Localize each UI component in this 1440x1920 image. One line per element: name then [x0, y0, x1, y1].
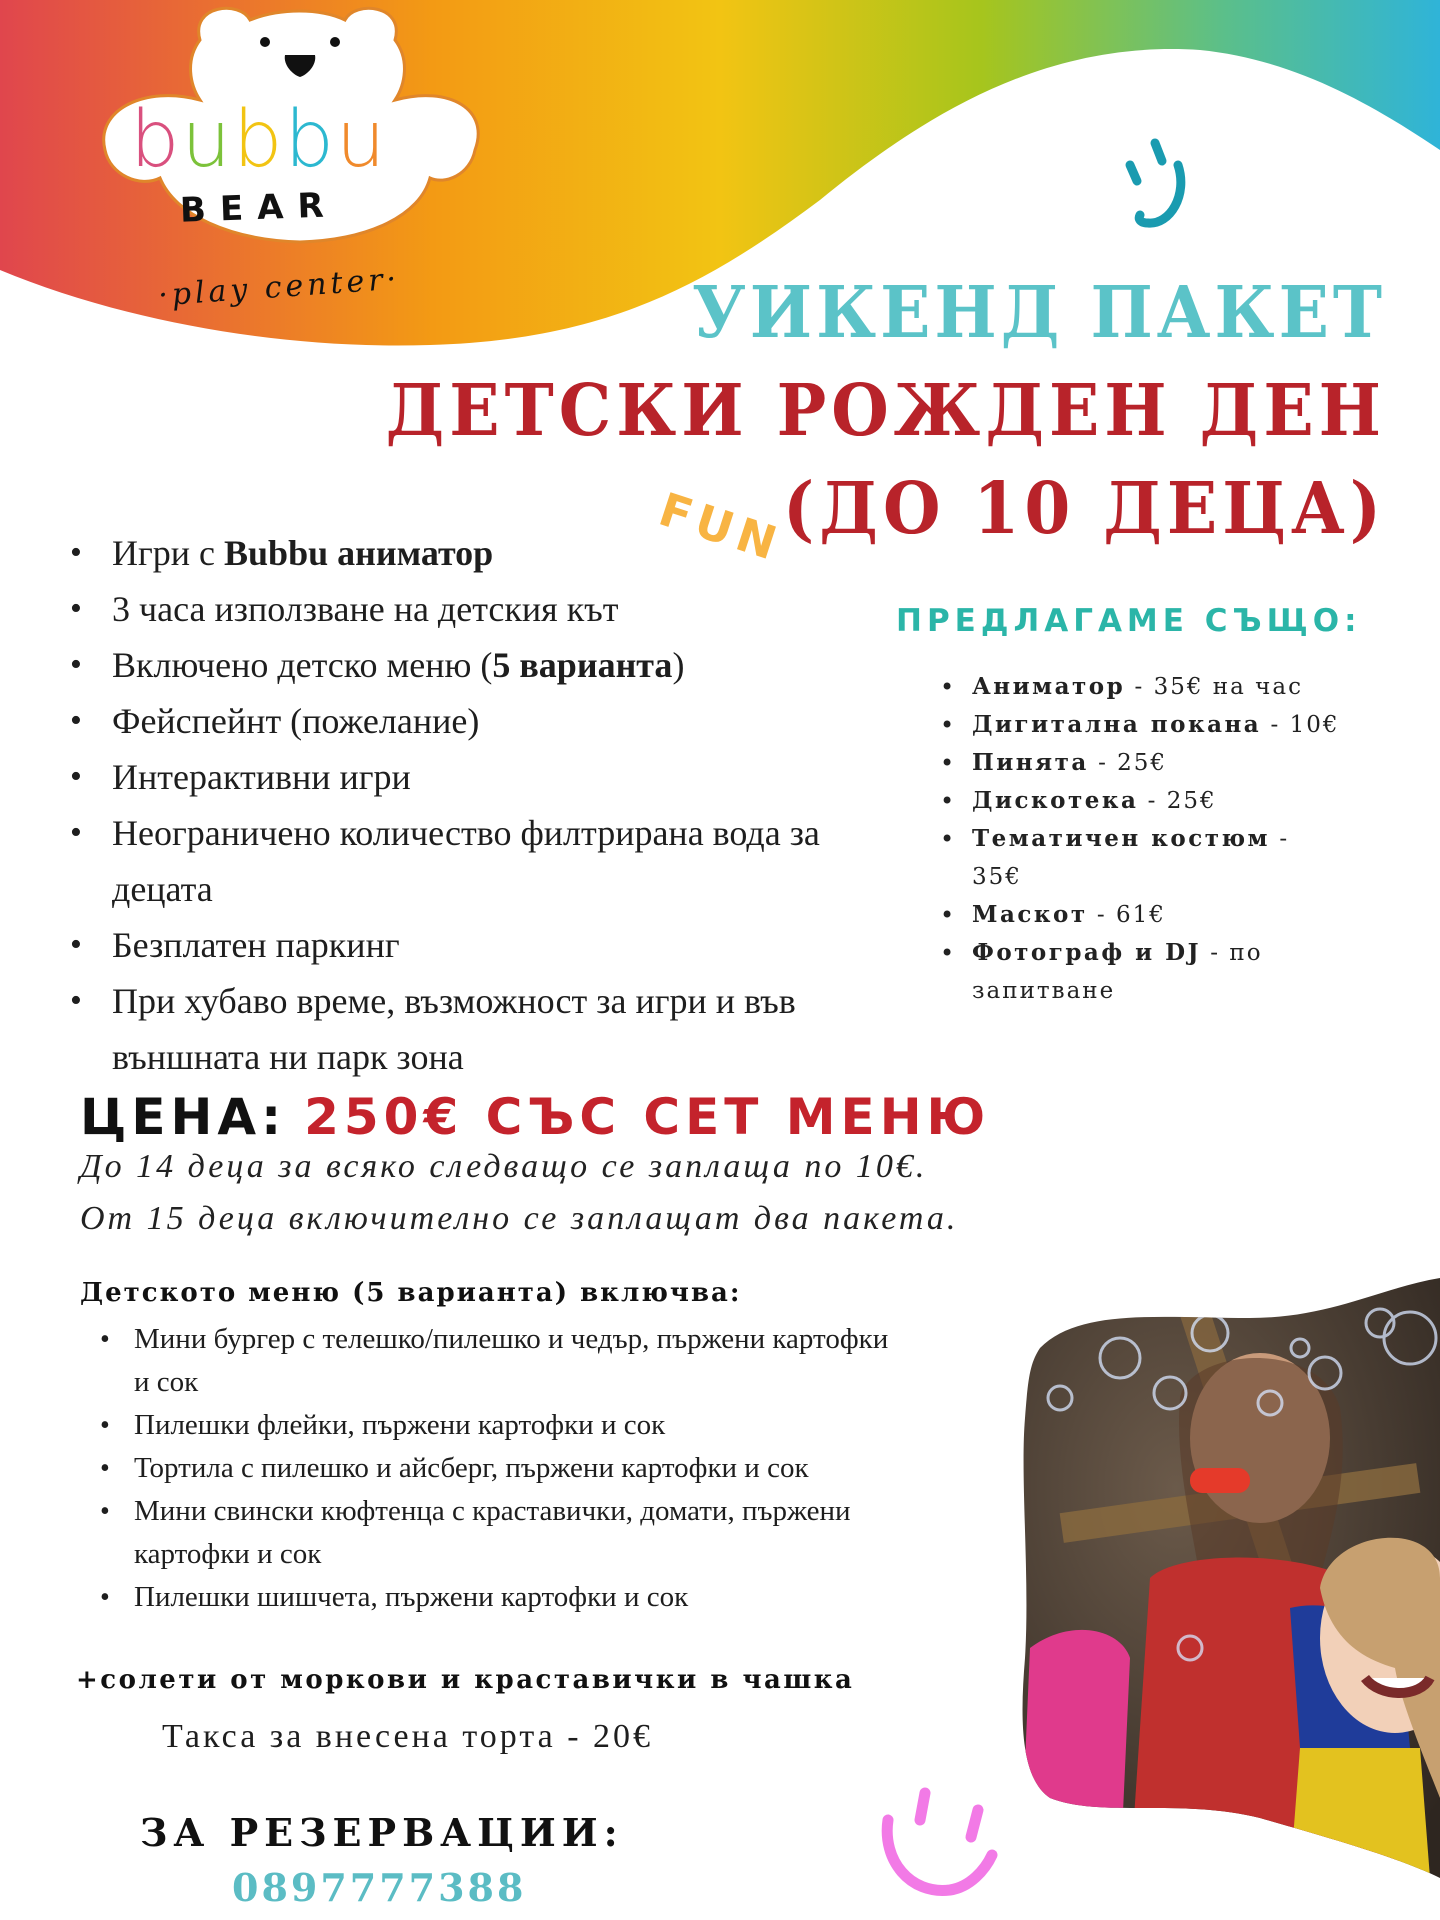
price-note-two-packages: От 15 деца включително се заплащат два пакета.: [80, 1200, 959, 1237]
extra-item: • Фотограф и DJ - по запитване: [940, 934, 1340, 1010]
logo-subtitle: ·play center·: [157, 261, 402, 314]
feature-item: • 3 часа използване на детския кът: [70, 581, 870, 637]
feature-item: • Интерактивни игри: [70, 749, 870, 805]
package-title: УИКЕНД ПАКЕТ: [692, 270, 1386, 355]
price-note-extra-kids: До 14 деца за всяко следващо се заплаща по 10€.: [80, 1148, 928, 1185]
extra-item: • Тематичен костюм - 35€: [940, 820, 1340, 896]
price-heading: [80, 1088, 990, 1146]
package-features-list: [70, 525, 870, 1085]
smiley-icon: [870, 1775, 1000, 1905]
smiley-icon: [1110, 135, 1220, 235]
extra-item: • Пинята - 25€: [940, 744, 1340, 782]
menu-item: • Пилешки шишчета, пържени картофки и сок: [100, 1576, 900, 1619]
extra-item: • Дискотека - 25€: [940, 782, 1340, 820]
price-value: 250€ СЪС СЕТ МЕНЮ: [304, 1088, 991, 1146]
extra-item: • Маскот - 61€: [940, 896, 1340, 934]
reservations-phone[interactable]: 0897777388: [232, 1865, 527, 1910]
menu-item: • Мини бургер с телешко/пилешко и чедър, пържени картофки и сок: [100, 1318, 900, 1404]
kids-menu-list: [100, 1318, 900, 1619]
price-label: ЦЕНА:: [80, 1088, 287, 1146]
feature-item: • Фейспейнт (пожелание): [70, 693, 870, 749]
menu-item: • Пилешки флейки, пържени картофки и сок: [100, 1404, 900, 1447]
feature-item: • Игри с Bubbu аниматор: [70, 525, 870, 581]
menu-extra-note: +солети от моркови и краставички в чашка: [76, 1665, 855, 1695]
menu-item: • Тортила с пилешко и айсберг, пържени картофки и сок: [100, 1447, 900, 1490]
extra-item: • Дигитална покана - 10€: [940, 706, 1340, 744]
cake-fee: Такса за внесена торта - 20€: [162, 1718, 654, 1755]
feature-item: • Неограничено количество филтрирана вода за децата: [70, 805, 850, 917]
feature-item: • Включено детско меню (5 варианта): [70, 637, 870, 693]
event-title: ДЕТСКИ РОЖДЕН ДЕН: [385, 368, 1386, 453]
fun-sticker: FUN: [652, 481, 789, 573]
kids-menu-title: Детското меню (5 варианта) включва:: [80, 1278, 742, 1308]
logo-bear-text: BEAR: [179, 185, 339, 231]
also-offer-title: ПРЕДЛАГАМЕ СЪЩО:: [896, 603, 1362, 639]
extras-list: [940, 668, 1340, 1010]
extra-item: • Аниматор - 35€ на час: [940, 668, 1340, 706]
party-photo: [1000, 1278, 1440, 1878]
capacity-title: (ДО 10 ДЕЦА): [783, 466, 1386, 551]
logo-wordmark: bubbu: [130, 95, 388, 185]
feature-item: • Безплатен паркинг: [70, 917, 870, 973]
bubbu-bear-logo: [50, 0, 480, 330]
reservations-title: ЗА РЕЗЕРВАЦИИ:: [140, 1810, 624, 1855]
menu-item: • Мини свински кюфтенца с краставички, домати, пържени картофки и сок: [100, 1490, 900, 1576]
feature-item: • При хубаво време, възможност за игри и във външната ни парк зона: [70, 973, 870, 1085]
